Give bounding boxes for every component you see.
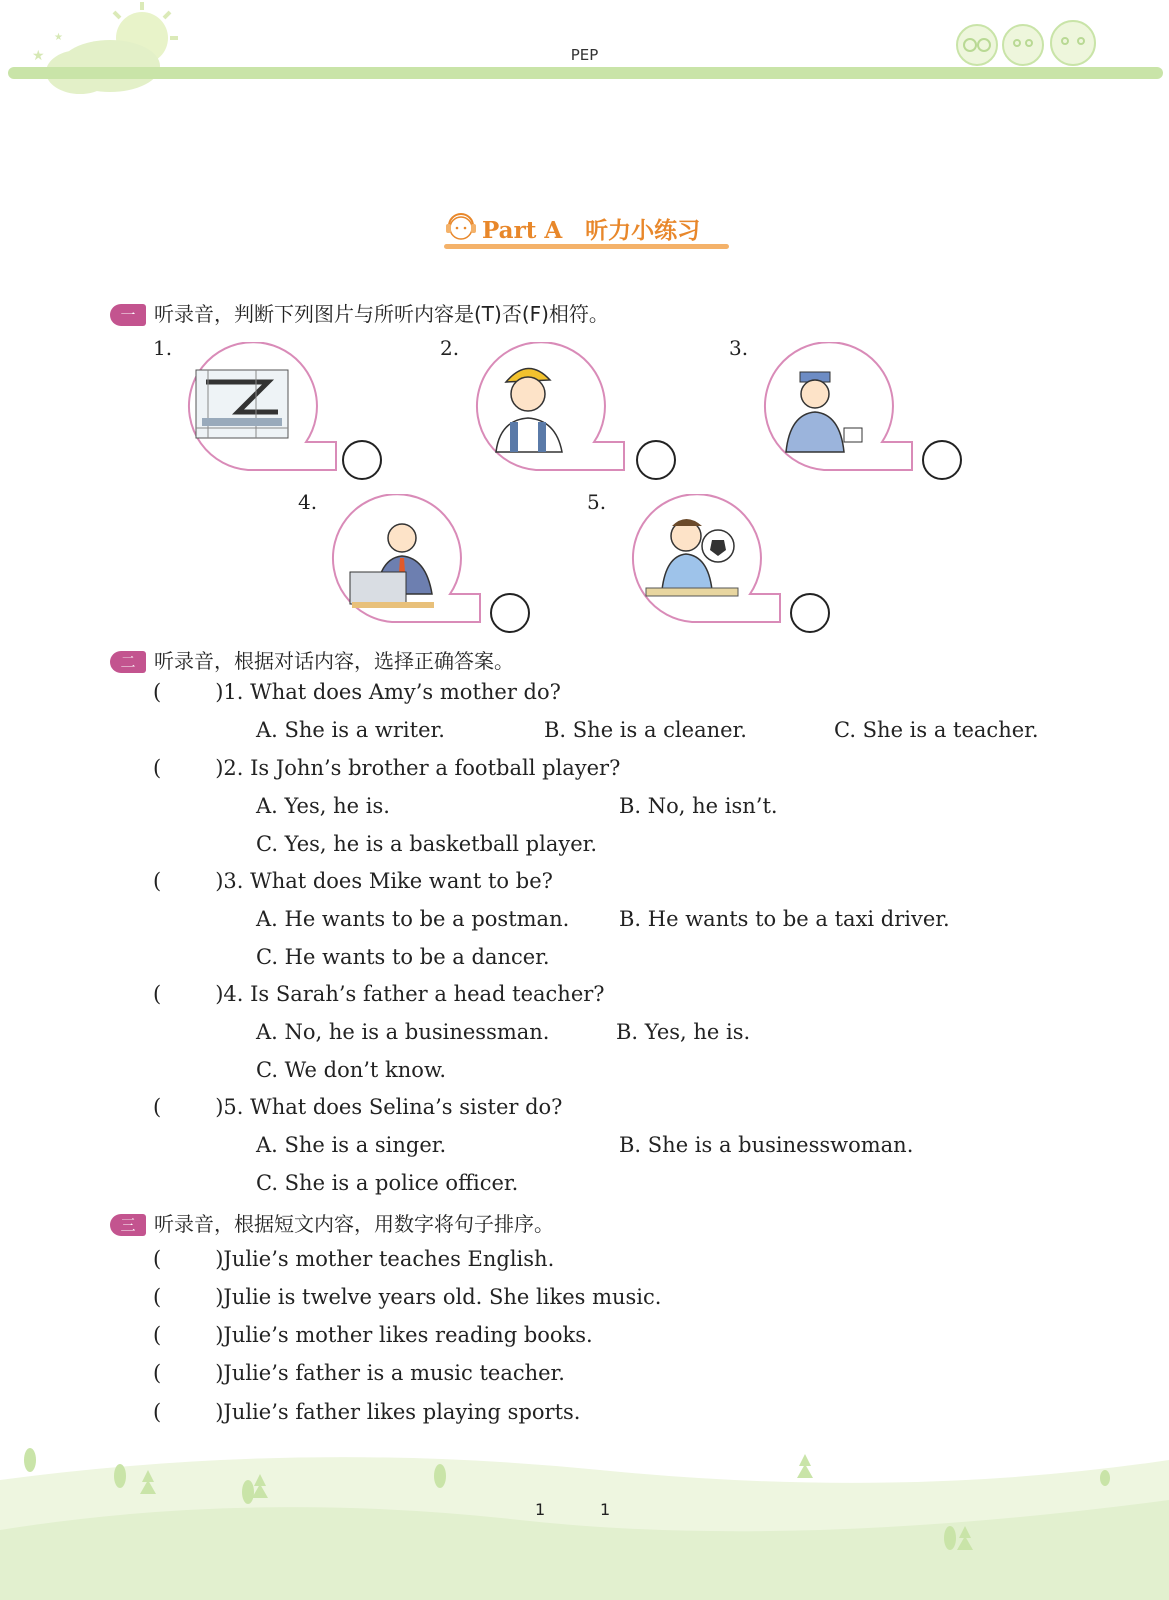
question-3 (153, 869, 553, 893)
sentence-4-text: )Julie’s father is a music teacher. (215, 1361, 565, 1385)
question-5 (153, 1095, 562, 1119)
section-2-instruction: 听录音，根据对话内容，选择正确答案。 (154, 649, 514, 673)
sentence-2-text: )Julie is twelve years old. She likes music. (215, 1285, 662, 1309)
section-3-instruction: 听录音，根据短文内容，用数字将句子排序。 (154, 1212, 554, 1236)
q4-option-a: A. No, he is a businessman. (256, 1020, 550, 1044)
answer-blank-paren[interactable]: ( (153, 1400, 162, 1424)
question-1-text: )1. What does Amy’s mother do? (215, 680, 561, 704)
answer-blank-paren[interactable]: ( (153, 1361, 162, 1385)
factory-machine-icon (196, 370, 288, 438)
q1-option-c: C. She is a teacher. (834, 718, 1039, 742)
q5-option-c: C. She is a police officer. (256, 1171, 519, 1195)
answer-blank-paren[interactable]: ( (153, 1285, 162, 1309)
part-title (444, 208, 734, 248)
title-underline (444, 244, 729, 249)
question-3-text: )3. What does Mike want to be? (215, 869, 553, 893)
sentence-3-text: )Julie’s mother likes reading books. (215, 1323, 593, 1347)
answer-blank-paren[interactable]: ( (153, 1247, 162, 1271)
answer-blank-paren[interactable]: ( (153, 1095, 162, 1119)
picture-4-number: 4. (298, 490, 318, 514)
headphones-icon (444, 208, 478, 244)
answer-blank-paren[interactable]: ( (153, 982, 162, 1006)
sentence-2 (153, 1285, 661, 1309)
section-1-instruction: 听录音，判断下列图片与所听内容是(T)否(F)相符。 (154, 302, 609, 326)
animals-decoration (955, 15, 1115, 73)
picture-3-number: 3. (729, 336, 749, 360)
q4-option-c: C. We don’t know. (256, 1058, 447, 1082)
picture-2-number: 2. (440, 336, 460, 360)
answer-blank-paren[interactable]: ( (153, 869, 162, 893)
q5-option-b: B. She is a businesswoman. (619, 1133, 914, 1157)
q1-option-b: B. She is a cleaner. (544, 718, 747, 742)
part-title-text: Part A 听力小练习 (482, 217, 701, 244)
section-2-header (110, 645, 514, 674)
section-2-badge: 二 (110, 651, 146, 673)
question-5-text: )5. What does Selina’s sister do? (215, 1095, 563, 1119)
q4-option-b: B. Yes, he is. (616, 1020, 751, 1044)
picture-1-number: 1. (153, 336, 173, 360)
answer-circle-4[interactable] (490, 593, 530, 633)
answer-circle-1[interactable] (342, 440, 382, 480)
sentence-1-text: )Julie’s mother teaches English. (215, 1247, 555, 1271)
page-number-left: 1 (535, 1500, 546, 1519)
header-label: PEP (570, 46, 599, 64)
svg-text:★: ★ (54, 32, 63, 43)
question-2-text: )2. Is John’s brother a football player? (215, 756, 621, 780)
q3-option-b: B. He wants to be a taxi driver. (619, 907, 950, 931)
section-3-header (110, 1208, 554, 1237)
section-3-badge: 三 (110, 1214, 146, 1236)
sentence-3 (153, 1323, 593, 1347)
answer-circle-5[interactable] (790, 593, 830, 633)
answer-blank-paren[interactable]: ( (153, 756, 162, 780)
q2-option-c: C. Yes, he is a basketball player. (256, 832, 598, 856)
question-1 (153, 680, 561, 704)
q2-option-b: B. No, he isn’t. (619, 794, 778, 818)
q1-option-a: A. She is a writer. (256, 718, 445, 742)
question-2 (153, 756, 620, 780)
question-4-text: )4. Is Sarah’s father a head teacher? (215, 982, 605, 1006)
answer-blank-paren[interactable]: ( (153, 680, 162, 704)
answer-circle-3[interactable] (922, 440, 962, 480)
sentence-5-text: )Julie’s father likes playing sports. (215, 1400, 581, 1424)
question-4 (153, 982, 605, 1006)
footer-hills-decoration (0, 1420, 1169, 1600)
section-1-badge: 一 (110, 304, 146, 326)
answer-circle-2[interactable] (636, 440, 676, 480)
q3-option-a: A. He wants to be a postman. (256, 907, 570, 931)
q2-option-a: A. Yes, he is. (256, 794, 390, 818)
q3-option-c: C. He wants to be a dancer. (256, 945, 550, 969)
sentence-1 (153, 1247, 554, 1271)
section-1-header (110, 298, 609, 327)
page-number-right: 1 (600, 1500, 611, 1519)
q5-option-a: A. She is a singer. (256, 1133, 447, 1157)
answer-blank-paren[interactable]: ( (153, 1323, 162, 1347)
picture-5-number: 5. (587, 490, 607, 514)
svg-text:★: ★ (32, 48, 45, 64)
sentence-4 (153, 1361, 565, 1385)
